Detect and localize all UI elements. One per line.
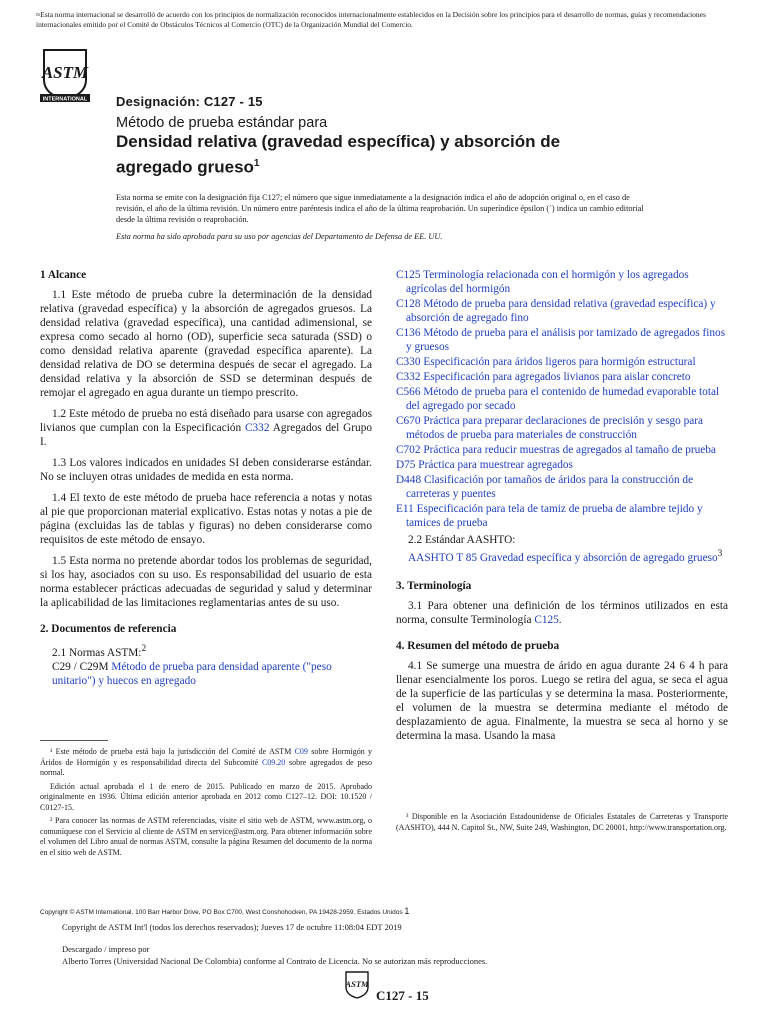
footnote-1: [40, 747, 372, 779]
para-2-1-text: 2.1 Normas ASTM:: [52, 646, 142, 659]
reference-code-link[interactable]: C128: [396, 298, 421, 310]
reference-code-link[interactable]: C125: [396, 269, 421, 281]
reference-item: [396, 326, 728, 354]
footnote-3: ³ Disponible en la Asociación Estadounidense de Oficiales Estatales de Carreteras y Transporte (AASHTO), 444 N. Capitol St., NW, Suite 249, Washington, DC 20001, http://www.transportation.org.: [396, 812, 728, 832]
logo-sub: INTERNATIONAL: [42, 96, 88, 103]
reference-item: [396, 502, 728, 530]
para-1-1: 1.1 Este método de prueba cubre la determinación de la densidad relativa (gravedad específica) y la absorción de agregados gruesos. La densidad relativa (gravedad específica), una cantidad adimensional, se expresa como secado al horno (OD), superficie seca saturada (SSD) o como densidad relativa aparente (gravedad específica aparente). La densidad relativa de DO se determina después de secar el agregado. La densidad relativa y la absorción de SSD se determinan después de remojar el agregado en agua durante un tiempo prescrito.: [40, 289, 372, 399]
reference-code-link[interactable]: C566: [396, 386, 421, 398]
title-main: [116, 131, 636, 179]
page-number: 1: [404, 906, 410, 916]
reference-title-link[interactable]: Práctica para muestrear agregados: [418, 459, 573, 471]
reference-title-link[interactable]: Método de prueba para el análisis por tamizado de agregados finos y gruesos: [406, 327, 726, 353]
para-1-5: 1.5 Esta norma no pretende abordar todos los problemas de seguridad, si los hay, asociados con su uso. Es responsabilidad del usuario de esta norma establecer prácticas adecuadas de seguridad y salud y determinar la aplicabilidad de las limitaciones reglamentarias antes de su uso.: [40, 555, 372, 609]
reference-title-link[interactable]: Clasificación por tamaños de áridos para la construcción de carreteras y puentes: [406, 474, 694, 500]
approved-note: Esta norma ha sido aprobada para su uso por agencias del Departamento de Defensa de EE. UU.: [116, 232, 443, 241]
title-text: Densidad relativa (gravedad específica) y absorción de agregado grueso: [116, 132, 561, 177]
reference-list: [396, 268, 728, 530]
reference-code-link[interactable]: C136: [396, 327, 421, 339]
copyright-notice: Copyright de ASTM Int'l (todos los derechos reservados); Jueves 17 de octubre 11:08:04 EDT 2019: [62, 922, 402, 932]
ref-aashto-text[interactable]: Gravedad específica y absorción de agregado grueso: [479, 551, 718, 564]
copyright-line: [40, 906, 409, 916]
reference-item: [396, 355, 728, 369]
logo-letters: ASTM: [41, 63, 89, 82]
reference-code-link[interactable]: D75: [396, 459, 416, 471]
reference-title-link[interactable]: Práctica para preparar declaraciones de precisión y sesgo para métodos de prueba para materiales de construcción: [406, 415, 704, 441]
logo-small-letters: ASTM: [345, 979, 369, 989]
reference-item: [396, 385, 728, 413]
reference-item: [396, 458, 728, 472]
right-column: [396, 268, 728, 750]
reference-title-link[interactable]: Especificación para agregados livianos para aislar concreto: [423, 371, 691, 383]
para-1-2-text-a: 1.2 Este método de prueba no está diseñado para usarse con agregados livianos que cumplan con la Especificación: [40, 408, 372, 434]
reference-title-link[interactable]: Especificación para áridos ligeros para hormigón estructural: [423, 356, 696, 368]
fn1-text-a: ¹ Este método de prueba está bajo la jurisdicción del Comité de ASTM: [50, 747, 295, 756]
reference-title-link[interactable]: Método de prueba para el contenido de humedad evaporable total del agregado por secado: [406, 386, 720, 412]
left-column: [40, 268, 372, 688]
reference-item: [396, 268, 728, 296]
reference-item: [396, 443, 728, 457]
reference-title-link[interactable]: Especificación para tela de tamiz de prueba de alambre tejido y tamices de prueba: [406, 503, 703, 529]
intro-text: Esta norma se emite con la designación fija C127; el número que sigue inmediatamente a la designación indica el año de adopción original o, en el caso de revisión, el año de la última revisión. Un número entre paréntesis indica el año de la última reaprobación. Un superíndice épsilon (´) indica un cambio editorial desde la última revisión o reaprobación.: [116, 193, 644, 224]
para-2-1: [40, 642, 372, 660]
section-2-title: 2. Documentos de referencia: [40, 623, 177, 635]
reference-item: [396, 297, 728, 325]
link-c09[interactable]: C09: [294, 747, 308, 756]
para-1-3: 1.3 Los valores indicados en unidades SI deben considerarse estándar. No se incluyen otras unidades de medida en esta norma.: [40, 457, 372, 483]
astm-logo-small: [343, 970, 371, 1000]
footnote-1-edition: Edición actual aprobada el 1 de enero de 2015. Publicado en marzo de 2015. Aprobado originalmente en 1936. Última edición anterior aprobada en 2012 como C127–12. DOI: 10.1520 / C0127-15.: [40, 781, 372, 812]
ref-aashto-code[interactable]: AASHTO T 85: [408, 551, 478, 564]
footnotes-left: [40, 740, 372, 861]
title-small: Método de prueba estándar para: [116, 115, 328, 131]
fn1-text-c: sobre agregados de peso normal.: [40, 757, 373, 777]
para-2-1-sup: 2: [141, 644, 147, 654]
link-c332[interactable]: C332: [245, 422, 270, 434]
footer-designation: C127 - 15: [376, 988, 429, 1003]
para-3-1: [396, 599, 728, 627]
reference-title-link[interactable]: Terminología relacionada con el hormigón y los agregados agrícolas del hormigón: [406, 269, 689, 295]
para-3-1-text-b: .: [558, 613, 562, 626]
para-1-2: [40, 407, 372, 449]
fn1-text-b: sobre Hormigón y Áridos de Hormigón y es responsabilidad directa del Subcomité: [40, 747, 373, 767]
footnote-rule: [40, 740, 108, 741]
top-notice: ≈Esta norma internacional se desarrolló de acuerdo con los principios de normalización reconocidos internacionalmente establecidos en la Decisión sobre los principios para el desarrollo de normas, guías y recomendaciones internacionales emitido por el Comité de Obstáculos Técnicos al Comercio (OTC) de la Organización Mundial del Comercio.: [36, 10, 706, 29]
para-4-1: 4.1 Se sumerge una muestra de árido en agua durante 24 6 4 h para llenar esencialmente los poros. Luego se retira del agua, se seca el agua de la superficie de las partículas y se determina la masa. Posteriormente, el volumen de la muestra se determina mediante el método de desplazamiento de agua. Finalmente, la muestra se seca al horno y se determina la masa. Usando la masa: [396, 659, 728, 742]
ref-aashto-sup: 3: [717, 549, 723, 559]
license-notice: Alberto Torres (Universidad Nacional De Colombia) conforme al Contrato de Licencia. No se autorizan más reproducciones.: [62, 956, 488, 966]
para-1-4: 1.4 El texto de este método de prueba hace referencia a notas y notas al pie que proporcionan material explicativo. Estas notas y notas a pie de página (excluidas las de tablas y figuras) no deben considerarse como requisitos de este método de ensayo.: [40, 492, 372, 546]
section-3-title: 3. Terminología: [396, 579, 472, 592]
reference-code-link[interactable]: C670: [396, 415, 421, 427]
section-1-title: 1 Alcance: [40, 269, 87, 281]
reference-title-link[interactable]: Práctica para reducir muestras de agregados al tamaño de prueba: [423, 444, 716, 456]
reference-item: [396, 473, 728, 501]
download-label: Descargado / impreso por: [62, 944, 150, 954]
reference-item: [396, 414, 728, 442]
footnotes-right: [396, 812, 728, 836]
section-4-title: 4. Resumen del método de prueba: [396, 639, 560, 652]
footnote-2: ² Para conocer las normas de ASTM referenciadas, visite el sitio web de ASTM, www.astm.org, o comuníquese con el Servicio al cliente de ASTM en service@astm.org. Para obtener información sobre el volumen del Libro anual de normas ASTM, consulte la página Resumen del documento de la norma en el sitio web de ASTM.: [40, 816, 372, 857]
reference-code-link[interactable]: D448: [396, 474, 422, 486]
reference-code-link[interactable]: E11: [396, 503, 414, 515]
reference-title-link[interactable]: Método de prueba para densidad relativa (gravedad específica) y absorción de agregado fino: [406, 298, 716, 324]
astm-logo: [38, 46, 92, 104]
reference-code-link[interactable]: C702: [396, 444, 421, 456]
para-2-2: 2.2 Estándar AASHTO:: [408, 534, 516, 546]
designation: Designación: C127 - 15: [116, 94, 263, 109]
copyright-text: Copyright © ASTM International, 100 Barr Harbor Drive, PO Box C700, West Conshohocken, PA 19428-2959. Estados Unidos: [40, 909, 403, 916]
link-c125[interactable]: C125: [534, 613, 559, 626]
ref-c29: [40, 660, 372, 688]
para-1-2-text-b: Agregados del Grupo I.: [40, 422, 372, 448]
ref-c29-link[interactable]: Método de prueba para densidad aparente ("peso unitario") y huecos en agregado: [52, 660, 332, 687]
title-sup: 1: [253, 158, 260, 169]
ref-aashto: [396, 547, 728, 565]
reference-code-link[interactable]: C332: [396, 371, 421, 383]
para-3-1-text-a: 3.1 Para obtener una definición de los términos utilizados en esta norma, consulte Terminología: [396, 599, 728, 626]
ref-c29-code: C29 / C29M: [52, 660, 109, 673]
reference-code-link[interactable]: C330: [396, 356, 421, 368]
link-c09-20[interactable]: C09.20: [261, 757, 286, 767]
reference-item: [396, 370, 728, 384]
